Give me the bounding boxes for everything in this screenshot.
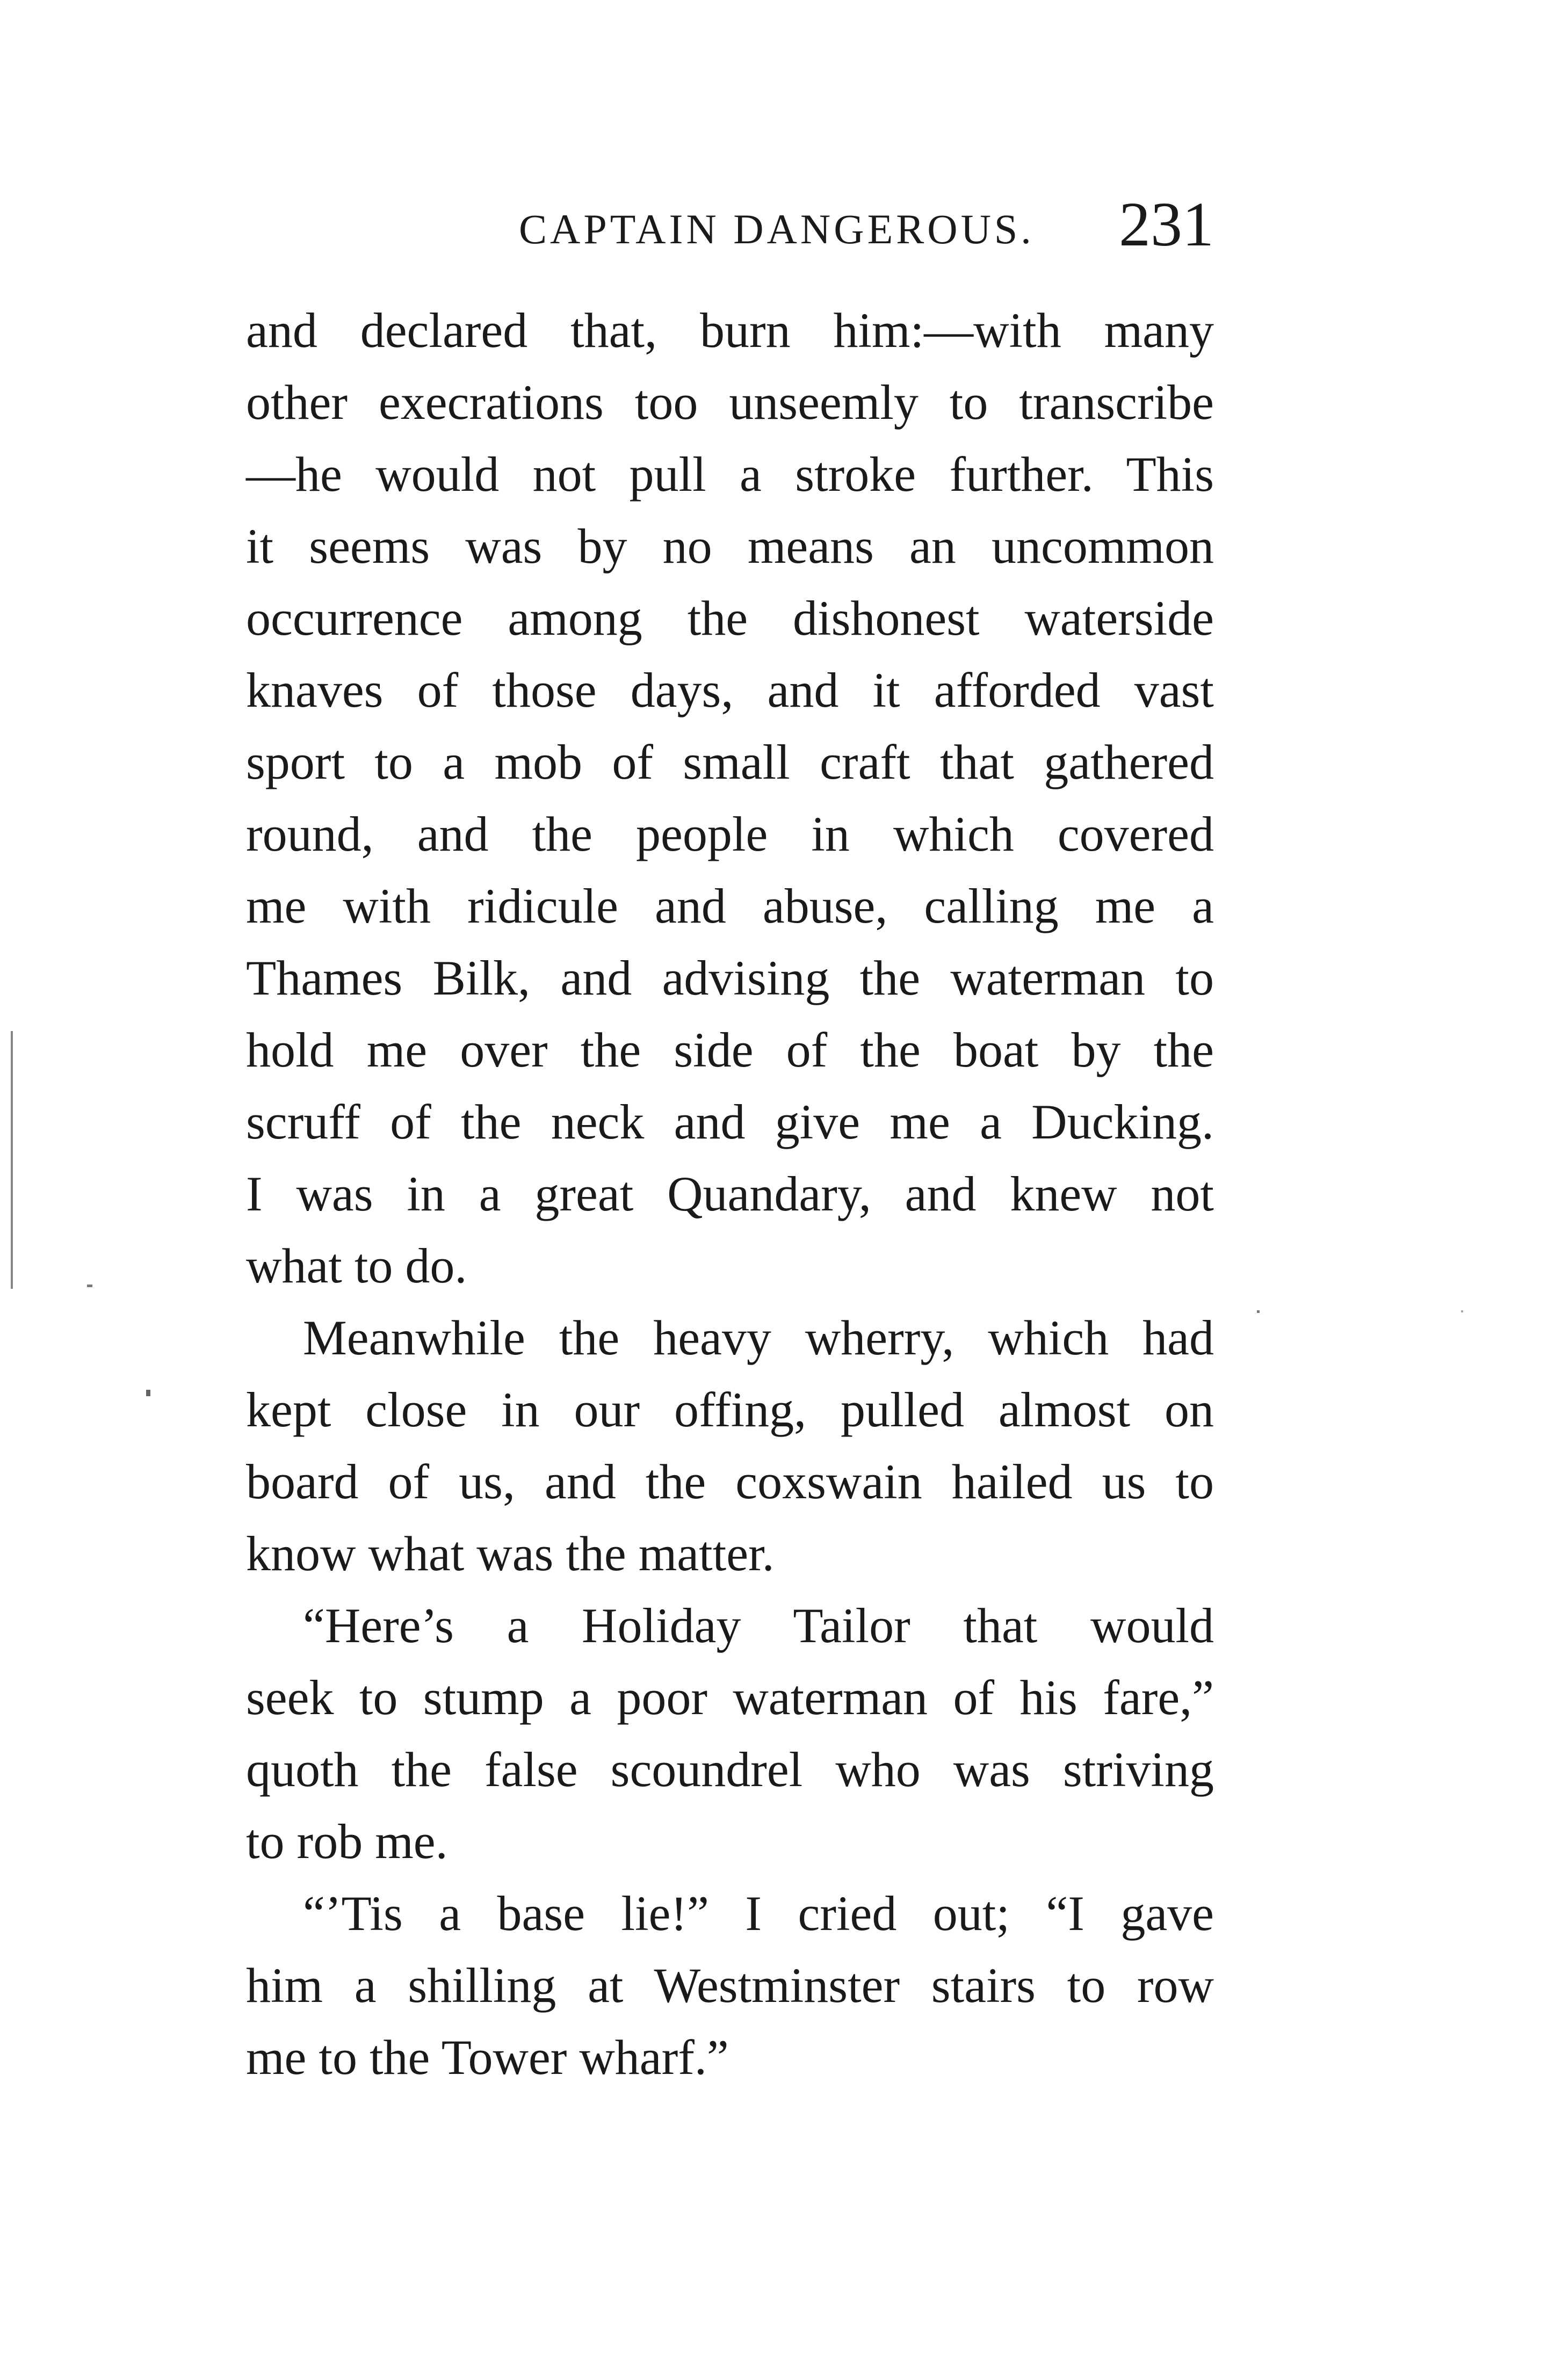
text-line: him a shilling at Westminster stairs to row	[246, 1958, 1214, 2013]
text-line: hold me over the side of the boat by the	[246, 1022, 1214, 1077]
scan-speck	[1257, 1310, 1260, 1313]
body-text	[246, 294, 1214, 2093]
text-line: and declared that, burn him:—with many	[246, 303, 1214, 358]
page-number: 231	[1119, 189, 1214, 259]
paragraph-2	[246, 1302, 1214, 1590]
scan-margin-line	[11, 1031, 13, 1289]
text-line: occurrence among the dishonest waterside	[246, 591, 1214, 645]
text-line: what to do.	[246, 1238, 467, 1293]
text-line: quoth the false scoundrel who was striving	[246, 1742, 1214, 1797]
running-title: CAPTAIN DANGEROUS.	[519, 206, 1035, 252]
text-line: seek to stump a poor waterman of his fare,”	[246, 1670, 1214, 1725]
text-line: “Here’s a Holiday Tailor that would	[303, 1598, 1214, 1653]
scan-speck	[87, 1285, 92, 1287]
text-line: I was in a great Quandary, and knew not	[246, 1166, 1214, 1221]
paragraph-3	[246, 1590, 1214, 1877]
text-line: knaves of those days, and it afforded vast	[246, 663, 1214, 717]
paragraph-4	[246, 1877, 1214, 2093]
text-line: Thames Bilk, and advising the waterman to	[246, 950, 1214, 1005]
text-line: —he would not pull a stroke further. This	[246, 447, 1214, 502]
text-line: board of us, and the coxswain hailed us to	[246, 1454, 1214, 1509]
text-line: Meanwhile the heavy wherry, which had	[303, 1310, 1214, 1365]
text-line: “’Tis a base lie!” I cried out; “I gave	[303, 1886, 1214, 1941]
text-line: to rob me.	[246, 1814, 448, 1869]
running-head	[247, 189, 1214, 259]
text-line: kept close in our offing, pulled almost on	[246, 1382, 1214, 1437]
text-line: it seems was by no means an uncommon	[246, 519, 1214, 574]
text-line: me to the Tower wharf.”	[246, 2030, 729, 2085]
text-line: know what was the matter.	[246, 1526, 775, 1581]
text-line: sport to a mob of small craft that gathered	[246, 735, 1214, 789]
scan-speck	[146, 1390, 150, 1396]
text-line: scruff of the neck and give me a Ducking.	[246, 1094, 1214, 1149]
text-line: me with ridicule and abuse, calling me a	[246, 879, 1214, 933]
paragraph-1	[246, 294, 1214, 1302]
text-line: round, and the people in which covered	[246, 807, 1214, 861]
scan-speck	[1461, 1310, 1463, 1312]
text-line: other execrations too unseemly to transcribe	[246, 375, 1214, 430]
